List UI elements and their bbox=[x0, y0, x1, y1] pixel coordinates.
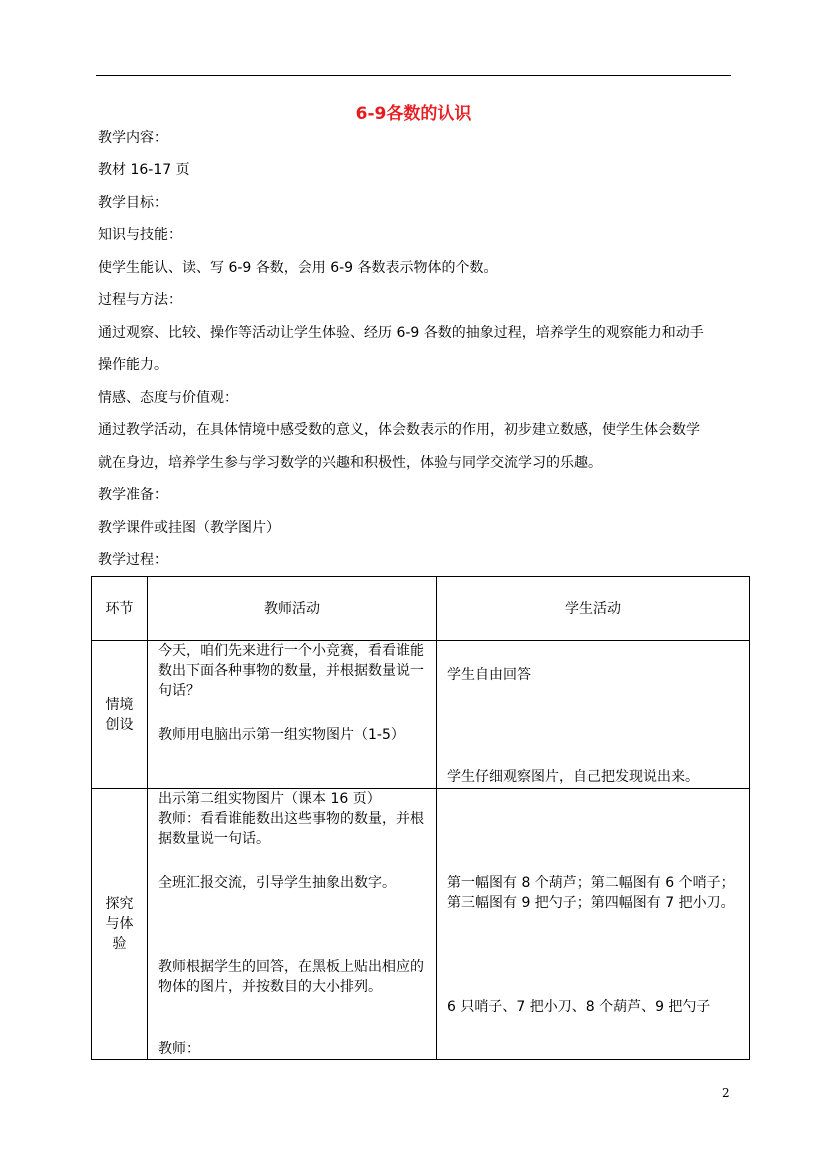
student-activity-cell: 学生自由回答 学生仔细观察图片，自己把发现说出来。 bbox=[437, 641, 750, 789]
process-heading: 教学过程： bbox=[98, 552, 168, 568]
page-number: 2 bbox=[722, 1086, 730, 1100]
process-method-heading: 过程与方法： bbox=[98, 292, 182, 308]
header-stage: 环节 bbox=[92, 577, 148, 641]
section-content-heading: 教学内容： bbox=[98, 130, 168, 146]
preparation-text: 教学课件或挂图（教学图片） bbox=[98, 520, 280, 536]
teacher-activity-cell: 今天，咱们先来进行一个小竞赛，看看谁能 数出下面各种事物的数量，并根据数量说一 句话？ 教师用电脑出示第一组实物图片（1-5） bbox=[148, 641, 437, 789]
header-rule bbox=[96, 75, 731, 76]
preparation-heading: 教学准备： bbox=[98, 487, 168, 503]
stage-cell: 探究 与体 验 bbox=[92, 789, 148, 1060]
document-title: 6-9各数的认识 bbox=[355, 104, 472, 124]
attitude-values-text-line1: 通过教学活动，在具体情境中感受数的意义，体会数表示的作用，初步建立数感，使学生体会数学 bbox=[98, 422, 700, 438]
process-method-text-line1: 通过观察、比较、操作等活动让学生体验、经历 6-9 各数的抽象过程，培养学生的观察能力和动手 bbox=[98, 325, 704, 341]
knowledge-skills-heading: 知识与技能： bbox=[98, 227, 182, 243]
process-method-text-line2: 操作能力。 bbox=[98, 357, 168, 373]
header-teacher: 教师活动 bbox=[148, 577, 437, 641]
lesson-table bbox=[91, 576, 750, 1060]
textbook-pages: 教材 16-17 页 bbox=[98, 162, 190, 178]
student-activity-cell: 第一幅图有 8 个葫芦；第二幅图有 6 个哨子； 第三幅图有 9 把勺子；第四幅图有 7 把小刀。 6 只哨子、7 把小刀、8 个葫芦、9 把勺子 bbox=[437, 789, 750, 1060]
attitude-values-text-line2: 就在身边，培养学生参与学习数学的兴趣和积极性，体验与同学交流学习的乐趣。 bbox=[98, 455, 602, 471]
table-row bbox=[92, 789, 750, 1060]
teacher-activity-cell: 出示第二组实物图片（课本 16 页） 教师：看看谁能数出这些事物的数量，并根 据数量说一句话。 全班汇报交流，引导学生抽象出数字。 教师根据学生的回答，在黑板上贴出相应的 物体的图片，并按数目的大小排列。 教师： bbox=[148, 789, 437, 1060]
header-student: 学生活动 bbox=[437, 577, 750, 641]
stage-cell: 情境 创设 bbox=[92, 641, 148, 789]
table-row bbox=[92, 641, 750, 789]
attitude-values-heading: 情感、态度与价值观： bbox=[98, 390, 238, 406]
section-goals-heading: 教学目标： bbox=[98, 195, 168, 211]
table-header-row bbox=[92, 577, 750, 641]
knowledge-skills-text: 使学生能认、读、写 6-9 各数，会用 6-9 各数表示物体的个数。 bbox=[98, 260, 498, 276]
